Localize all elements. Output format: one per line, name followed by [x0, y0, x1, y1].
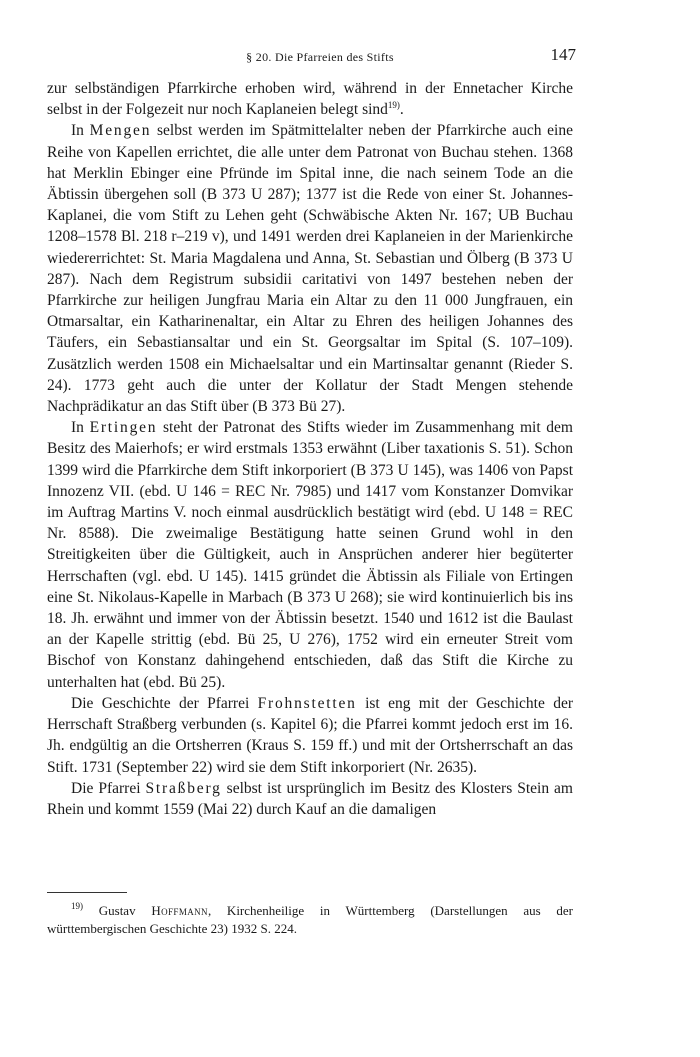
paragraph-lead: Die Geschichte der Pfarrei	[71, 694, 258, 712]
paragraph-ertingen	[47, 417, 573, 693]
paragraph-lead: In	[71, 122, 90, 140]
paragraph-mengen	[47, 120, 573, 417]
footnote	[47, 902, 573, 937]
footnote-reference[interactable]: 19)	[387, 100, 400, 111]
paragraph-lead: In	[71, 419, 90, 437]
paragraph-text: steht der Patronat des Stifts wieder im Zusammenhang mit dem Besitz des Maierhofs; er wird erstmals 1353 erwähnt (Liber taxationis S. 51). Schon 1399 wird die Pfarrkirche dem Stift inkorporiert (B 373 U 145), was 1406 von Papst Innozenz VII. (ebd. U 146 = REC Nr. 7985) und 1417 vom Konstanzer Domvikar im Auftrag Martins V. noch einmal ausdrücklich bestätigt wird (ebd. U 148 = REC Nr. 8588). Die zweimalige Bestätigung hatte seinen Grund wohl in den Streitigkeiten über die Gültigkeit, auch in Ansprüchen anderer hier begüterter Herrschaften (vgl. ebd. U 145). 1415 gründet die Äbtissin als Filiale von Ertingen eine St. Nikolaus-Kapelle in Marbach (B 373 U 268); sie wird kontinuierlich bis ins 18. Jh. erwähnt und immer von der Äbtissin besetzt. 1540 und 1612 ist die Baulast an der Kapelle strittig (ebd. Bü 25, U 276), 1752 wird ein erneuter Streit vom Bischof von Konstanz dahingehend entschieden, daß das Stift die Kirche zu unterhalten hat (ebd. Bü 25).	[47, 419, 573, 691]
place-name-mengen: Mengen	[89, 122, 152, 140]
page-number: 147	[550, 45, 576, 64]
paragraph-strassberg	[47, 778, 573, 820]
running-title: § 20. Die Pfarreien des Stifts	[246, 50, 394, 64]
footnote-text: , Kirchenheilige in Württemberg (Darstellungen aus der württembergischen Geschichte 23) 1932 S. 224.	[47, 903, 573, 936]
body-text	[47, 78, 573, 820]
paragraph-text: ist eng mit der Geschichte der Herrschaft Straßberg verbunden (s. Kapitel 6); die Pfarrei kommt jedoch erst im 16. Jh. endgültig an die Ortsherren (Kraus S. 159 ff.) und mit der Ortsherrschaft an das Stift. 1731 (September 22) wird sie dem Stift inkorporiert (Nr. 2635).	[47, 694, 573, 776]
place-name-frohnstetten: Frohnstetten	[257, 694, 357, 712]
footnote-author-last: Hoffmann	[151, 903, 208, 918]
paragraph-ennetach	[47, 78, 573, 120]
paragraph-text: selbst werden im Spätmittelalter neben der Pfarrkirche auch eine Reihe von Kapellen errichtet, die alle unter dem Patronat von Buchau stehen. 1368 hat Merklin Ebinger eine Pfründe im Spital inne, die nach seinem Tode an die Äbtissin übergehen soll (B 373 U 287); 1377 ist die Rede von einer St. Johannes-Kaplanei, die vom Stift zu Lehen geht (Schwäbische Akten Nr. 167; UB Buchau 1208–1578 Bl. 218 r–219 v), und 1491 werden drei Kaplaneien in der Marienkirche wiedererrichtet: St. Maria Magdalena und Anna, St. Sebastian und Ölberg (B 373 U 287). Nach dem Registrum subsidii caritativi von 1497 bestehen neben der Pfarrkirche zur heiligen Jungfrau Maria ein Altar zu den 11 000 Jungfrauen, ein Otmarsaltar, ein Katharinenaltar, ein Altar zu Ehren des heiligen Johannes des Täufers, ein Sebastiansaltar und ein St. Georgsaltar im Spital (S. 107–109). Zusätzlich werden 1508 ein Michaelsaltar und ein Martinsaltar genannt (Rieder S. 24). 1773 geht auch die unter der Kollatur der Stadt Mengen stehende Nachprädikatur an das Stift über (B 373 Bü 27).	[47, 122, 573, 416]
paragraph-text: zur selbständigen Pfarrkirche erhoben wird, während in der Ennetacher Kirche selbst in der Folgezeit nur noch Kaplaneien belegt sind	[47, 80, 573, 119]
paragraph-lead: Die Pfarrei	[71, 779, 146, 797]
footnote-author-first: Gustav	[98, 903, 152, 918]
paragraph-frohnstetten	[47, 693, 573, 778]
place-name-ertingen: Ertingen	[89, 419, 158, 437]
place-name-strassberg: Straßberg	[145, 779, 222, 797]
paragraph-text: selbst ist ursprünglich im Besitz des Klosters Stein am Rhein und kommt 1559 (Mai 22) durch Kauf an die damaligen	[47, 779, 573, 818]
paragraph-end: .	[399, 101, 404, 119]
footnote-divider	[47, 892, 127, 893]
footnote-marker: 19)	[71, 901, 83, 911]
